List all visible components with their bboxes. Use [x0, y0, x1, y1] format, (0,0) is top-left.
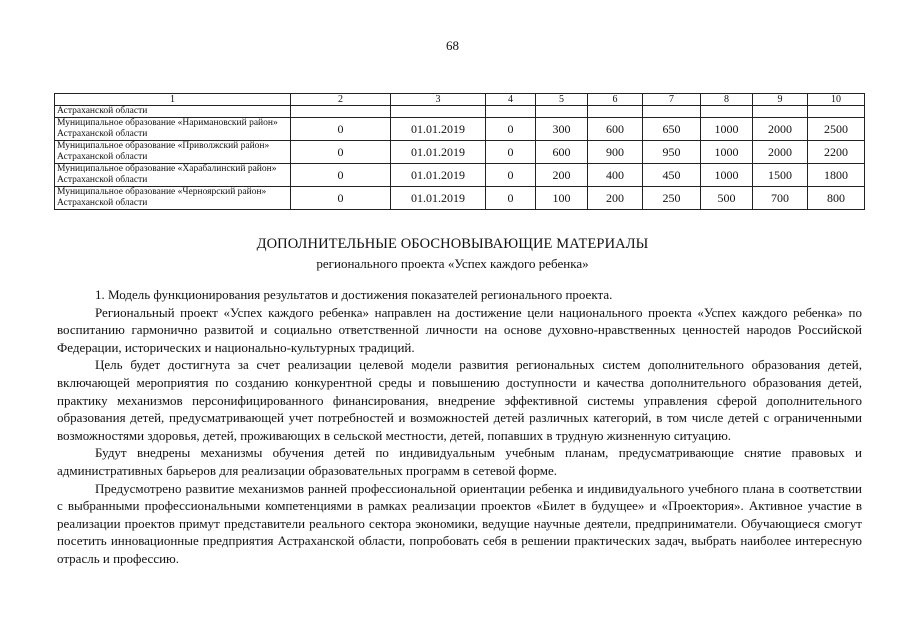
- table-cell: 250: [643, 187, 701, 210]
- table-cell: 2200: [808, 141, 865, 164]
- municipality-cell: Муниципальное образование «Наримановский район» Астраханской области: [55, 118, 291, 141]
- paragraph: Региональный проект «Успех каждого ребенка» направлен на достижение цели национального проекта «Успех каждого ребенка» по воспитанию гармонично развитой и социально ответственной личности на основе духовно-нравственных ценностей народов Российской Федерации, исторических и национально-культурных традиций.: [57, 304, 862, 355]
- table-cell: 0: [291, 141, 391, 164]
- table-cell: 1000: [701, 141, 753, 164]
- table-cell: 650: [643, 118, 701, 141]
- table-cell: 1000: [701, 164, 753, 187]
- table-cell: 2000: [753, 141, 808, 164]
- region-cell: Астраханской области: [55, 106, 291, 118]
- column-header: 3: [391, 94, 486, 106]
- table-header-row: [55, 94, 865, 106]
- table-cell: 01.01.2019: [391, 187, 486, 210]
- body-text: [57, 286, 862, 568]
- table-cell: 0: [291, 118, 391, 141]
- table-cell: 2000: [753, 118, 808, 141]
- table-cell: 950: [643, 141, 701, 164]
- table-cell: 300: [536, 118, 588, 141]
- column-header: 2: [291, 94, 391, 106]
- table-cell: 1500: [753, 164, 808, 187]
- table-row: [55, 118, 865, 141]
- table-cell: 0: [291, 187, 391, 210]
- table-cell: 0: [486, 187, 536, 210]
- table-cell: 1000: [701, 118, 753, 141]
- document-title: ДОПОЛНИТЕЛЬНЫЕ ОБОСНОВЫВАЮЩИЕ МАТЕРИАЛЫ: [256, 236, 649, 252]
- table-cell: 01.01.2019: [391, 141, 486, 164]
- table-cell: 1800: [808, 164, 865, 187]
- table-cell: 100: [536, 187, 588, 210]
- table-cell: 700: [753, 187, 808, 210]
- table-cell: 2500: [808, 118, 865, 141]
- column-header: 1: [55, 94, 291, 106]
- column-header: 9: [753, 94, 808, 106]
- table-cell: 600: [588, 118, 643, 141]
- table-cell: 500: [701, 187, 753, 210]
- table-cell: 0: [486, 118, 536, 141]
- paragraph: Будут внедрены механизмы обучения детей по индивидуальным учебным планам, предусматривающие снятие правовых и административных барьеров для реализации образовательных программ в сетевой форме.: [57, 445, 862, 478]
- table-row: [55, 106, 865, 118]
- table-cell: 0: [486, 164, 536, 187]
- column-header: 6: [588, 94, 643, 106]
- table-cell: 200: [588, 187, 643, 210]
- municipality-cell: Муниципальное образование «Приволжский район» Астраханской области: [55, 141, 291, 164]
- table-cell: 01.01.2019: [391, 118, 486, 141]
- paragraph: 1. Модель функционирования результатов и достижения показателей регионального проекта.: [95, 287, 613, 302]
- paragraph: Предусмотрено развитие механизмов ранней профессиональной ориентации ребенка и индивидуального учебного плана в соответствии с выбранными профессиональными компетенциями в рамках реализации проектов «Билет в будущее» и «Проектория». Активное участие в реализации проектов примут представители реального сектора экономики, ведущие научные деятели, предприниматели. Обучающиеся смогут посетить инновационные предприятия Астраханской области, попробовать себя в решении практических задач, выбрать наиболее интересную отрасль и профессию.: [57, 480, 862, 566]
- table-cell: 400: [588, 164, 643, 187]
- table-row: [55, 141, 865, 164]
- page-number: 68: [446, 38, 459, 53]
- table-cell: 450: [643, 164, 701, 187]
- column-header: 10: [808, 94, 865, 106]
- table-row: [55, 164, 865, 187]
- table-cell: 800: [808, 187, 865, 210]
- table-cell: 01.01.2019: [391, 164, 486, 187]
- table-cell: 900: [588, 141, 643, 164]
- document-subtitle: регионального проекта «Успех каждого ребенка»: [316, 256, 589, 271]
- indicators-table: [54, 93, 865, 210]
- column-header: 7: [643, 94, 701, 106]
- table-cell: 0: [291, 164, 391, 187]
- table-row: [55, 187, 865, 210]
- column-header: 8: [701, 94, 753, 106]
- column-header: 4: [486, 94, 536, 106]
- table-cell: 200: [536, 164, 588, 187]
- municipality-cell: Муниципальное образование «Черноярский район» Астраханской области: [55, 187, 291, 210]
- paragraph: Цель будет достигнута за счет реализации целевой модели развития региональных систем дополнительного образования детей, включающей мероприятия по созданию конкурентной среды и повышению доступности и качества дополнительного образования детей, практику механизмов персонифицированного финансирования, внедрение эффективной системы управления сферой дополнительного образования детей, предусматривающей учет потребностей и возможностей детей различных категорий, в том числе детей с ограниченными возможностями здоровья, детей, проживающих в сельской местности, детей, попавших в трудную жизненную ситуацию.: [57, 357, 862, 443]
- table-cell: 600: [536, 141, 588, 164]
- municipality-cell: Муниципальное образование «Харабалинский район» Астраханской области: [55, 164, 291, 187]
- table-cell: 0: [486, 141, 536, 164]
- column-header: 5: [536, 94, 588, 106]
